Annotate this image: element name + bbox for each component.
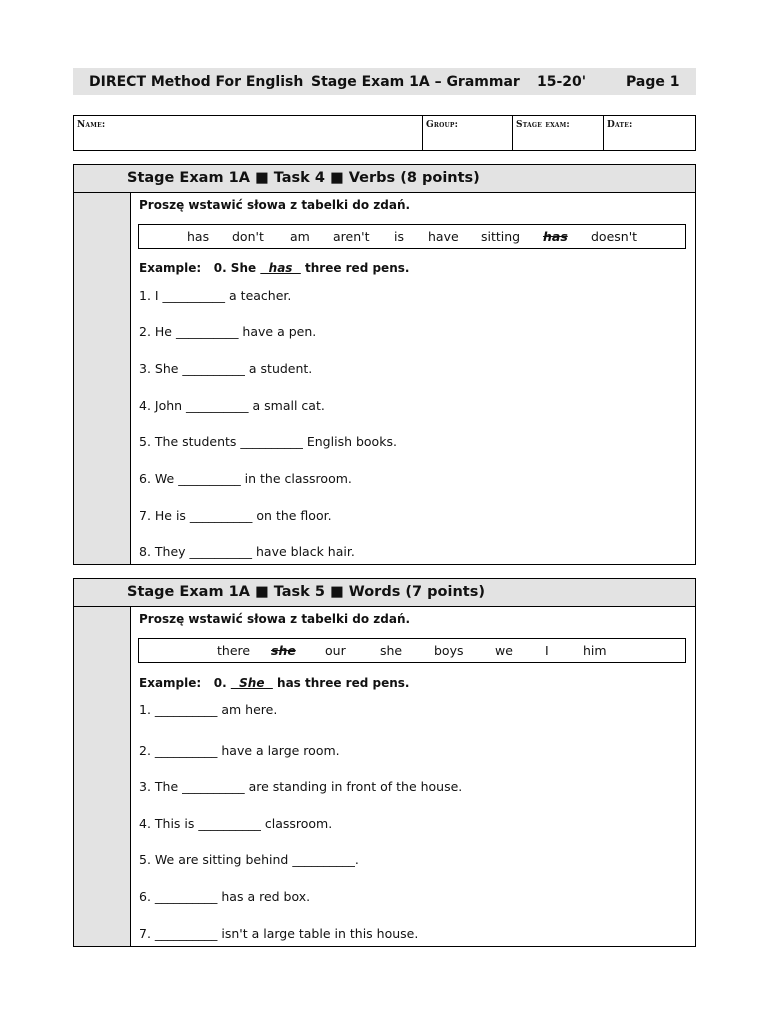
task-4-example — [139, 261, 409, 275]
word-box-item: we — [495, 643, 513, 658]
word-box-item: there — [217, 643, 251, 658]
example-answer: She — [230, 676, 273, 690]
question-line[interactable]: 1. I __________ a teacher. — [139, 288, 292, 303]
question-line[interactable]: 6. We __________ in the classroom. — [139, 471, 352, 486]
date-label: Date: — [607, 120, 633, 130]
question-line[interactable]: 5. The students __________ English books. — [139, 434, 397, 449]
word-box-item: him — [583, 643, 607, 658]
task-4-header — [74, 165, 695, 193]
group-field[interactable] — [423, 116, 513, 150]
stage-exam-label: Stage exam: — [516, 120, 570, 130]
word-box-item: don't — [232, 229, 264, 244]
example-prefix: Example: 0. — [139, 676, 231, 690]
task-5-instruction: Proszę wstawić słowa z tabelki do zdań. — [139, 612, 411, 626]
question-line[interactable]: 4. This is __________ classroom. — [139, 816, 333, 831]
word-box-item: has — [187, 229, 210, 244]
task-4-section — [73, 164, 696, 565]
question-line[interactable]: 3. The __________ are standing in front of the house. — [139, 779, 463, 794]
word-box-item: have — [428, 229, 459, 244]
exam-time: 15-20' — [537, 74, 587, 90]
question-line[interactable]: 8. They __________ have black hair. — [139, 544, 355, 559]
word-box-item-crossed: she — [271, 643, 296, 658]
word-box-item: is — [394, 229, 404, 244]
task-4-body — [74, 193, 695, 564]
task-5-section — [73, 578, 696, 947]
question-line[interactable]: 1. __________ am here. — [139, 702, 278, 717]
word-box-item: sitting — [481, 229, 521, 244]
task-4-word-box — [138, 224, 686, 249]
page-header — [73, 68, 696, 95]
task-5-header — [74, 579, 695, 607]
question-line[interactable]: 2. He __________ have a pen. — [139, 324, 317, 339]
example-suffix: three red pens. — [300, 261, 410, 275]
word-box-item: our — [325, 643, 346, 658]
example-suffix: has three red pens. — [272, 676, 410, 690]
question-line[interactable]: 3. She __________ a student. — [139, 361, 313, 376]
name-field[interactable] — [74, 116, 423, 150]
page-number: Page 1 — [626, 74, 680, 90]
question-line[interactable]: 7. He is __________ on the floor. — [139, 508, 332, 523]
task-5-example — [139, 676, 409, 690]
example-prefix: Example: 0. She — [139, 261, 261, 275]
word-box-item: aren't — [333, 229, 370, 244]
word-box-item: she — [380, 643, 403, 658]
question-line[interactable]: 7. __________ isn't a large table in this house. — [139, 926, 419, 941]
question-line[interactable]: 4. John __________ a small cat. — [139, 398, 325, 413]
question-line[interactable]: 5. We are sitting behind __________. — [139, 852, 359, 867]
task-5-title: Stage Exam 1A ■ Task 5 ■ Words (7 points) — [127, 584, 485, 600]
date-field[interactable] — [604, 116, 695, 150]
score-column — [74, 607, 131, 946]
word-box-item: boys — [434, 643, 464, 658]
word-box-item-crossed: has — [543, 229, 568, 244]
name-label: Name: — [77, 120, 106, 130]
word-box-item: I — [545, 643, 549, 658]
task-4-title: Stage Exam 1A ■ Task 4 ■ Verbs (8 points) — [127, 170, 480, 186]
word-box-item: doesn't — [591, 229, 638, 244]
question-line[interactable]: 6. __________ has a red box. — [139, 889, 311, 904]
score-column — [74, 193, 131, 564]
exam-title: Stage Exam 1A – Grammar — [311, 74, 520, 90]
task-4-instruction: Proszę wstawić słowa z tabelki do zdań. — [139, 198, 411, 212]
student-info-table — [73, 115, 696, 151]
word-box-item: am — [290, 229, 310, 244]
task-5-word-box — [138, 638, 686, 663]
question-line[interactable]: 2. __________ have a large room. — [139, 743, 340, 758]
task-5-body — [74, 607, 695, 946]
example-answer: has — [260, 261, 301, 275]
course-title: DIRECT Method For English — [89, 74, 304, 90]
stage-exam-field[interactable] — [513, 116, 604, 150]
group-label: Group: — [426, 120, 459, 130]
